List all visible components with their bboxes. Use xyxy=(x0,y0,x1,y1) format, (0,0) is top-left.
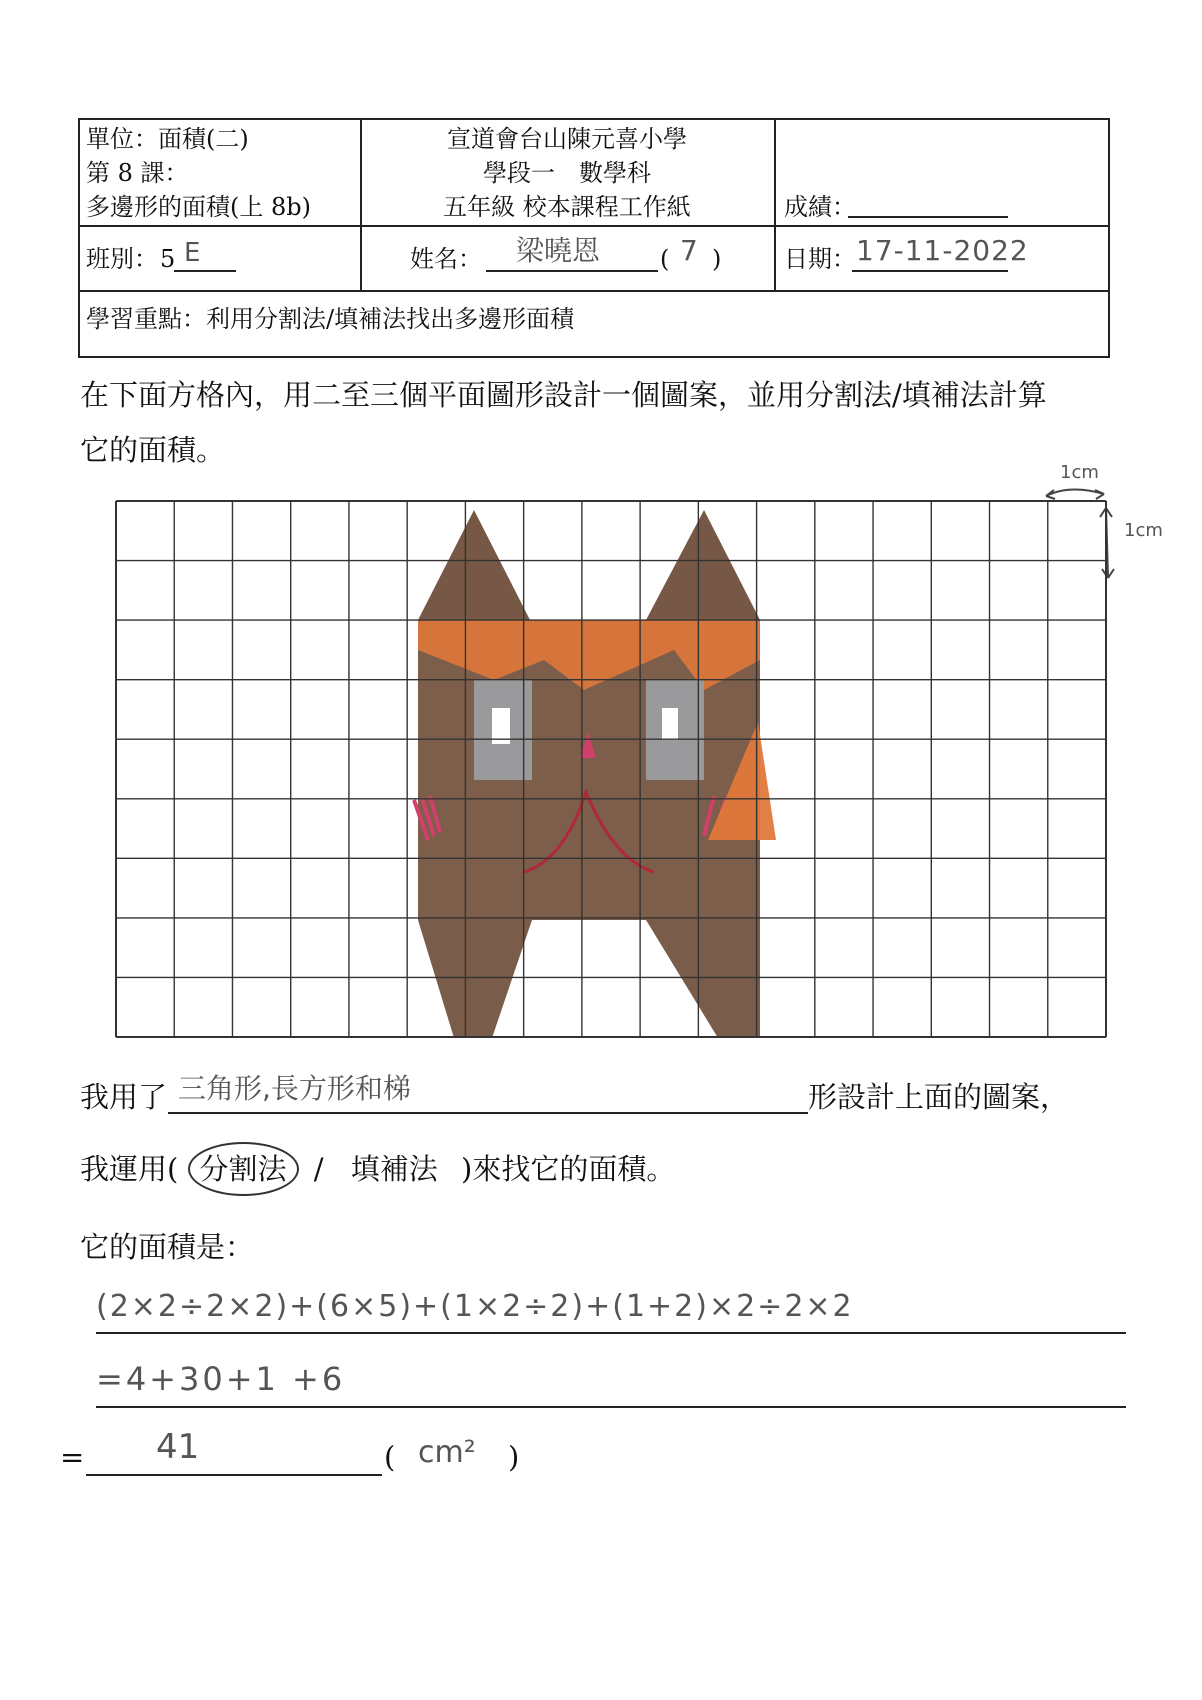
area-label: 它的面積是： xyxy=(80,1230,255,1264)
result-unit: cm² xyxy=(418,1435,476,1470)
method-prefix: 我運用( xyxy=(80,1152,179,1186)
date-value: 17-11-2022 xyxy=(856,234,1029,267)
method-separator: / xyxy=(313,1152,324,1186)
name-label: 姓名： xyxy=(410,245,482,273)
subject-stage: 學段一 數學科 xyxy=(483,159,651,187)
right-leg-trapezoid xyxy=(646,920,760,1038)
number-value: 7 xyxy=(680,234,698,267)
method-line xyxy=(80,1142,675,1192)
working-line-1: (2×2÷2×2)+(6×5)+(1×2÷2)+(1+2)×2÷2×2 xyxy=(96,1289,854,1324)
grade-field[interactable] xyxy=(848,216,1008,218)
right-eye-highlight xyxy=(662,708,678,740)
scale-x-label: 1cm xyxy=(1060,462,1099,483)
square-grid xyxy=(114,500,1108,1038)
unit-open-paren: ( xyxy=(384,1440,396,1474)
working-rule-1 xyxy=(96,1332,1126,1334)
unit-title: 單位：面積(二) xyxy=(86,125,249,153)
shapes-used-value: 三角形,長方形和梯 xyxy=(178,1072,411,1105)
class-value: E xyxy=(184,238,201,268)
school-name: 宣道會台山陳元喜小學 xyxy=(447,125,687,153)
date-field[interactable] xyxy=(852,270,1008,272)
date-label: 日期： xyxy=(784,245,856,273)
lesson-title: 多邊形的面積(上 8b) xyxy=(86,193,311,221)
scale-y-label: 1cm xyxy=(1124,520,1163,541)
number-close-paren: ) xyxy=(712,245,722,273)
method-option-fill[interactable]: 填補法 xyxy=(350,1152,438,1186)
header-table xyxy=(78,118,1110,358)
grade-label: 成績： xyxy=(784,193,856,221)
number-open-paren: ( xyxy=(660,245,670,273)
class-label: 班別： xyxy=(86,245,158,273)
result-field[interactable] xyxy=(86,1474,382,1476)
result-equals: = xyxy=(60,1440,85,1474)
instruction-line-2: 它的面積。 xyxy=(80,433,226,467)
name-field[interactable] xyxy=(486,270,658,272)
class-prefix: 5 xyxy=(160,245,176,273)
unit-close-paren: ) xyxy=(508,1440,520,1474)
used-prefix: 我用了 xyxy=(80,1080,168,1114)
right-ear-triangle xyxy=(646,510,760,620)
working-line-2: =4+30+1 +6 xyxy=(96,1360,346,1398)
class-field[interactable] xyxy=(174,270,236,272)
left-leg-trapezoid xyxy=(418,920,532,1038)
result-value: 41 xyxy=(156,1427,200,1467)
name-value: 梁曉恩 xyxy=(516,234,601,267)
cat-drawing xyxy=(414,510,776,1038)
working-rule-2 xyxy=(96,1406,1126,1408)
lesson-number: 第 8 課： xyxy=(86,159,189,187)
used-suffix: 形設計上面的圖案， xyxy=(808,1080,1070,1114)
left-ear-triangle xyxy=(418,510,530,620)
worksheet-title: 五年級 校本課程工作紙 xyxy=(443,193,691,221)
table-divider xyxy=(774,120,776,292)
learning-focus: 學習重點：利用分割法/填補法找出多邊形面積 xyxy=(86,305,575,333)
table-divider xyxy=(80,290,1108,292)
method-suffix: )來找它的面積。 xyxy=(461,1152,676,1186)
method-option-split-selected[interactable]: 分割法 xyxy=(188,1142,299,1196)
instruction-line-1: 在下面方格內，用二至三個平面圖形設計一個圖案，並用分割法/填補法計算 xyxy=(80,378,1047,412)
table-divider xyxy=(80,225,1108,227)
